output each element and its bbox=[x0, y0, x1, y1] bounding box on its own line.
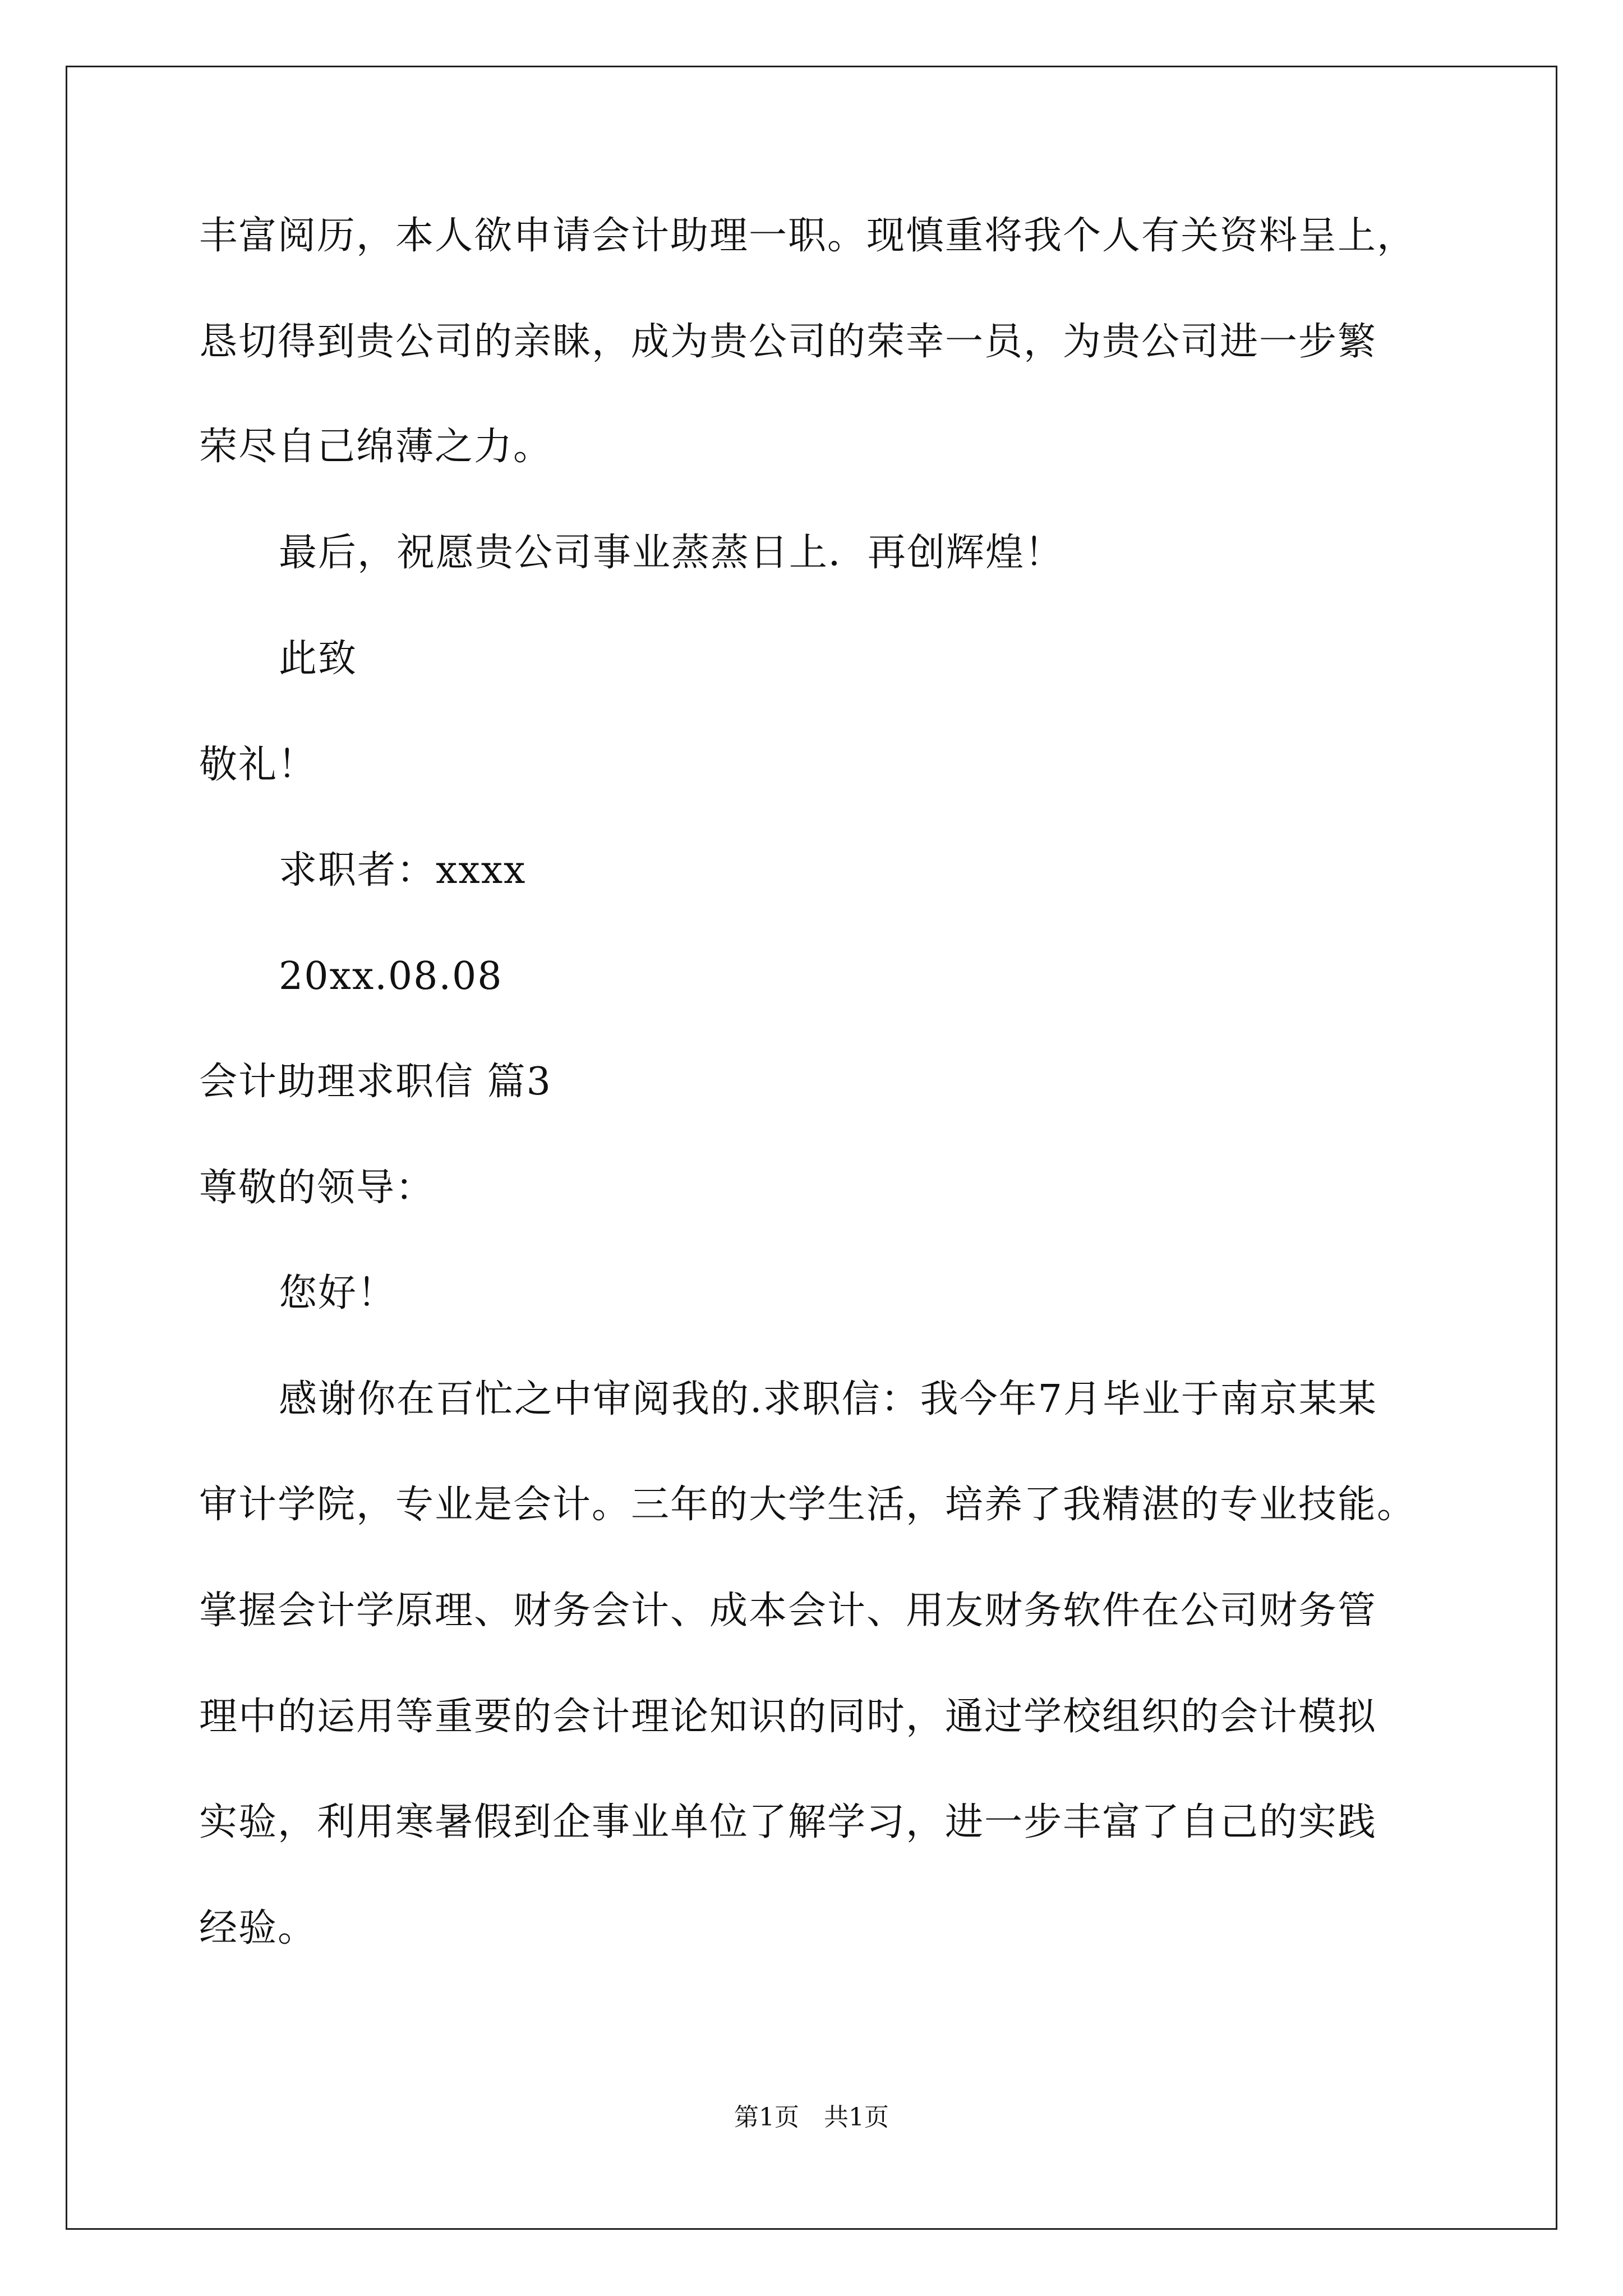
body-line: 理中的运用等重要的会计理论知识的同时，通过学校组织的会计模拟 bbox=[199, 1695, 1377, 1739]
body-line: 恳切得到贵公司的亲睐，成为贵公司的荣幸一员，为贵公司进一步繁 bbox=[199, 320, 1377, 364]
salutation-cizhi: 此致 bbox=[279, 637, 358, 681]
body-line: 荣尽自己绵薄之力。 bbox=[199, 425, 553, 469]
section-heading: 会计助理求职信 篇3 bbox=[199, 1060, 552, 1104]
body-line: 感谢你在百忙之中审阅我的.求职信：我今年7月毕业于南京某某 bbox=[279, 1377, 1377, 1421]
applicant-signature: 求职者：xxxx bbox=[279, 848, 527, 892]
body-line: 审计学院，专业是会计。三年的大学生活，培养了我精湛的专业技能。 bbox=[199, 1483, 1417, 1527]
closing-wish: 最后，祝愿贵公司事业蒸蒸日上．再创辉煌！ bbox=[279, 531, 1064, 575]
page-footer: 第1页 共1页 bbox=[734, 2103, 889, 2132]
letter-date: 20xx.08.08 bbox=[279, 954, 503, 999]
salutation-jingli: 敬礼！ bbox=[199, 743, 317, 787]
greeting: 尊敬的领导： bbox=[199, 1166, 435, 1210]
body-line: 经验。 bbox=[199, 1906, 317, 1950]
body-line: 掌握会计学原理、财务会计、成本会计、用友财务软件在公司财务管 bbox=[199, 1589, 1377, 1633]
body-line: 丰富阅历，本人欲申请会计助理一职。现慎重将我个人有关资料呈上， bbox=[199, 214, 1417, 258]
greeting-hello: 您好！ bbox=[279, 1271, 397, 1315]
body-line: 实验，利用寒暑假到企事业单位了解学习，进一步丰富了自己的实践 bbox=[199, 1800, 1377, 1844]
